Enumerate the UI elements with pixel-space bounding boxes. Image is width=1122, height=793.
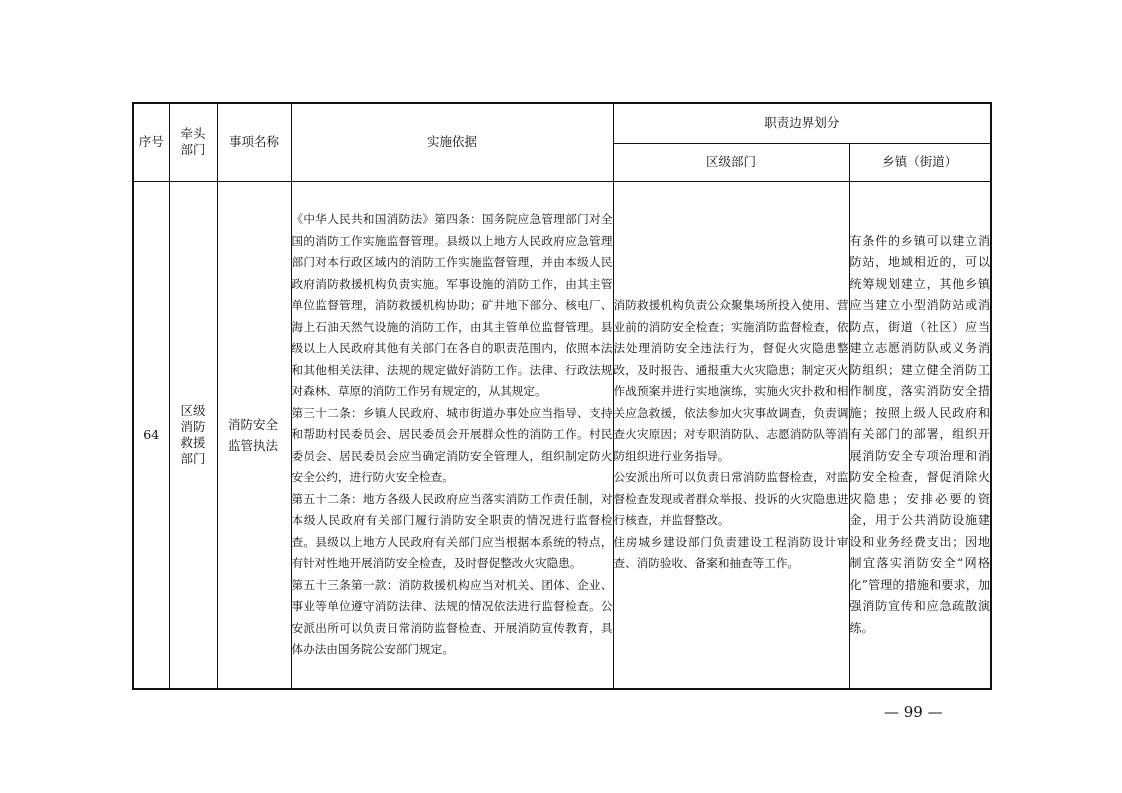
township-paragraph: 有条件的乡镇可以建立消防站，地域相近的，可以统筹规划建立，其他乡镇应当建立小型消防站或消防点，街道（社区）应当建立志愿消防队或义务消防组织；建立健全消防工作制度，落实消防安全措施；按照上级人民政府和有关部门的部署，组织开展消防安全专项治理和消防安全检查，督促消除火灾隐患；安排必要的资金，用于公共消防设施建设和业务经费支出；因地制宜落实消防安全“网格化”管理的措施和要求，加强消防宣传和应急疏散演练。 [849, 233, 991, 635]
header-basis: 实施依据 [291, 103, 613, 181]
basis-paragraph: 《中华人民共和国消防法》第四条：国务院应急管理部门对全国的消防工作实施监督管理。县级以上地方人民政府应急管理部门对本行政区域内的消防工作实施监督管理，并由本级人民政府消防救援机构负责实施。军事设施的消防工作，由其主管单位监督管理，消防救援机构协助；矿井地下部分、核电厂、海上石油天然气设施的消防工作，由其主管单位监督管理。县级以上人民政府其他有关部门在各自的职责范围内，依照本法和其他相关法律、法规的规定做好消防工作。法律、行政法规对森林、草原的消防工作另有规定的，从其规定。 [291, 212, 613, 398]
header-seq: 序号 [133, 103, 169, 181]
page-number: — 99 — [884, 703, 943, 721]
row-district [613, 181, 849, 689]
basis-paragraph: 第五十二条：地方各级人民政府应当落实消防工作责任制，对本级人民政府有关部门履行消防安全职责的情况进行监督检查。县级以上地方人民政府有关部门应当根据本系统的特点，有针对性地开展消防安全检查，及时督促整改火灾隐患。 [291, 491, 613, 570]
responsibility-table [132, 102, 992, 690]
row-basis [291, 181, 613, 689]
row-item-name [217, 181, 291, 689]
header-township: 乡镇（街道） [849, 143, 991, 181]
basis-paragraph: 第五十三条第一款：消防救援机构应当对机关、团体、企业、事业等单位遵守消防法律、法规的情况依法进行监督检查。公安派出所可以负责日常消防监督检查、开展消防宣传教育，具体办法由国务院公安部门规定。 [291, 577, 613, 656]
header-lead-dept [169, 103, 217, 181]
district-paragraph: 消防救援机构负责公众聚集场所投入使用、营业前的消防安全检查；实施消防监督检查，依法处理消防安全违法行为，督促火灾隐患整改，及时报告、通报重大火灾隐患；制定灭火作战预案并进行实地演练，实施火灾扑救和相关应急救援，依法参加火灾事故调查，负责调查火灾原因；对专职消防队、志愿消防队等消防组织进行业务指导。 [613, 298, 849, 463]
district-paragraph: 公安派出所可以负责日常消防监督检查，对监督检查发现或者群众举报、投诉的火灾隐患进行核查，并监督整改。 [613, 470, 849, 527]
row-lead-dept [169, 181, 217, 689]
row-item-name-label: 消防安全监管执法 [228, 416, 279, 453]
basis-paragraph: 第三十二条：乡镇人民政府、城市街道办事处应当指导、支持和帮助村民委员会、居民委员会开展群众性的消防工作。村民委员会、居民委员会应当确定消防安全管理人，组织制定防火安全公约，进行防火安全检查。 [291, 405, 613, 484]
header-responsibility: 职责边界划分 [613, 103, 991, 143]
row-lead-dept-label: 区级消防救援部门 [180, 402, 206, 466]
header-lead-dept-label: 牵头部门 [180, 126, 206, 158]
header-item-name: 事项名称 [217, 103, 291, 181]
district-paragraph: 住房城乡建设部门负责建设工程消防设计审查、消防验收、备案和抽查等工作。 [613, 534, 849, 570]
header-district: 区级部门 [613, 143, 849, 181]
row-seq: 64 [133, 181, 169, 689]
row-township [849, 181, 991, 689]
